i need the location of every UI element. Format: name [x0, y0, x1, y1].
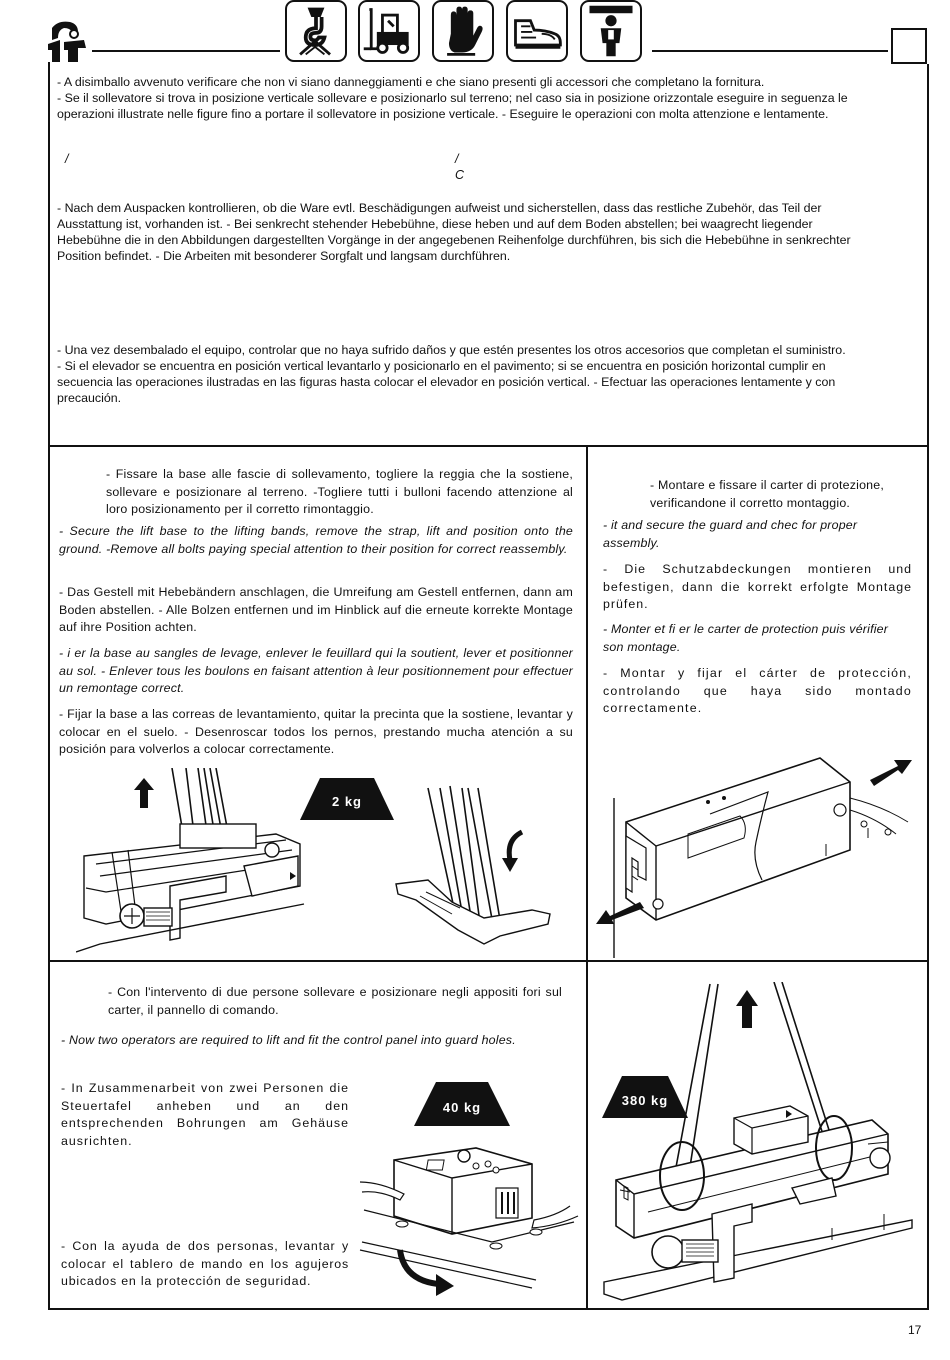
brand-logo [44, 18, 90, 64]
step-base-german: - Das Gestell mit Hebebändern anschlagen, die Umreifung am Gestell entfernen, dann am Boden abstellen. - Alle Bolzen entfernen und im Hinblick auf die erneute korrekte Montage auf ihre Position achten. [59, 585, 573, 634]
step-guard-english: - it and secure the guard and chec for proper assembly. [603, 518, 858, 550]
text-line: - Si el elevador se encuentra en posición vertical levantarlo y posicionarlo en el pavimento; si se encuentra en posición horizontal cumplir en [57, 359, 826, 373]
rule-middle-section [48, 960, 929, 962]
curved-arrow-icon [400, 1250, 438, 1284]
text-line: - Una vez desembalado el equipo, controlar que no haya sufrido daños y que estén presentes los otros accesorios que completan el suministro. [57, 343, 846, 357]
crane-hook-icon [285, 0, 347, 62]
safety-shoe-icon [506, 0, 568, 62]
step-panel-german: - In Zusammenarbeit von zwei Personen die Steuertafel anheben und an den entsprechenden Bohrungen am Gehäuse ausrichten. [61, 1081, 349, 1148]
up-arrow-icon [134, 778, 154, 808]
header-rule-right [652, 50, 888, 52]
corner-box [891, 28, 927, 64]
text-line: - Nach dem Auspacken kontrollieren, ob die Ware evtl. Beschädigungen aufweist und sicherstellen, dass das restliche Zubehör, das Teil der [57, 201, 822, 215]
text-line: operazioni illustrate nelle figure fino a portare il sollevatore in posizione verticale. - Eseguire le operazioni con molta attenzione e lentamente. [57, 107, 829, 121]
figure-lift-hoisting [592, 982, 924, 1308]
step-guard-italian: - Montare e fissare il carter di protezione, verificandone il corretto montaggio. [650, 478, 884, 510]
weight-label: 2 kg [331, 794, 362, 809]
arrow-out-icon [870, 760, 912, 786]
text-line: - Se il sollevatore si trova in posizione verticale sollevare e posizionarlo sul terreno; nel caso sia in posizione orizzontale eseguire in seguenza le [57, 91, 848, 105]
frame-right [927, 64, 929, 1310]
marker-slash: / [455, 152, 459, 166]
arrow-in-icon [596, 902, 644, 924]
intro-italian [57, 74, 923, 122]
weight-badge [414, 1082, 510, 1126]
page-number: 17 [908, 1323, 922, 1337]
text-line: Ausstattung ist, vorhanden ist. - Bei senkrecht stehender Hebebühne, diese heben und auf dem Boden abstellen; bei waagrecht liegender [57, 217, 813, 231]
step-guard-german: - Die Schutzabdeckungen montieren und befestigen, dann die korrekt erfolgte Montage prüfen. [603, 562, 912, 611]
header-rule-left [92, 50, 280, 52]
column-divider [586, 446, 588, 1310]
text-line: secuencia las operaciones ilustradas en las figuras hasta colocar el elevador en posición vertical. - Efectuar las operaciones lentamente y con [57, 375, 836, 389]
step-panel-spanish: - Con la ayuda de dos personas, levantar y colocar el tablero de mando en los agujeros ubicados en la protección de seguridad. [61, 1239, 349, 1288]
step-guard-spanish: - Montar y fijar el cárter de protección, controlando que haya sido montado correctamente. [603, 666, 912, 715]
frame-left [48, 62, 50, 1310]
step-panel-italian: - Con l'intervento di due persone sollevare e posizionare negli appositi fori sul carter, il pannello di comando. [108, 985, 562, 1017]
figure-control-panel [356, 1138, 582, 1306]
rotate-arrow-icon [509, 832, 522, 860]
text-line: Position befindet. - Die Arbeiten mit besonderer Sorgfalt und langsam durchführen. [57, 249, 511, 263]
step-base-italian: - Fissare la base alle fascie di sollevamento, togliere la reggia che la sostiene, sollevare e posizionare al terreno. -Togliere tutti i bulloni facendo attenzione al loro posizionamento per il corretto rimontaggio. [106, 467, 573, 516]
step-base-spanish: - Fijar la base a las correas de levantamiento, quitar la precinta que la sostiene, levantar y colocar en el suelo. - Desenroscar todos los pernos, prestando mucha atención a su posición para volverlos a colocar correctamente. [59, 707, 573, 756]
up-arrow-icon [736, 990, 758, 1028]
rule-top-section [48, 445, 929, 447]
step-panel-english: - Now two operators are required to lift and fit the control panel into guard holes. [61, 1033, 516, 1047]
weight-label: 380 kg [621, 1093, 669, 1108]
marker-slash: / [65, 152, 69, 166]
figure-guard-mounting [592, 752, 924, 958]
step-base-english: - Secure the lift base to the lifting bands, remove the strap, lift and position onto the ground. -Remove all bolts paying special attention to their position for correct reassembly. [59, 524, 573, 556]
step-guard-french: - Monter et fi er le carter de protection puis vérifier son montage. [603, 622, 889, 654]
intro-spanish [57, 342, 923, 406]
text-line: precaución. [57, 391, 122, 405]
marker-letter: C [455, 168, 465, 182]
rule-bottom [48, 1308, 929, 1310]
safety-glove-icon [432, 0, 494, 62]
step-base-french: - i er la base au sangles de levage, enlever le feuillard qui la soutient, lever et positionner au sol. - Enlever tous les boulons en faisant attention à leur positionnement pour effectuer un remontage correct. [59, 646, 573, 695]
worker-icon [580, 0, 642, 62]
forklift-icon [358, 0, 420, 62]
intro-german [57, 200, 923, 264]
figure-base-lifting [76, 768, 586, 958]
weight-label: 40 kg [442, 1100, 482, 1115]
text-line: Hebebühne die in den Abbildungen dargestellten Vorgänge in der angegebenen Reihenfolge durchführen, bis sich die Hebebühne in senkrechter [57, 233, 851, 247]
text-line: - A disimballo avvenuto verificare che non vi siano danneggiamenti e che siano presenti gli accessori che completano la fornitura. [57, 75, 765, 89]
